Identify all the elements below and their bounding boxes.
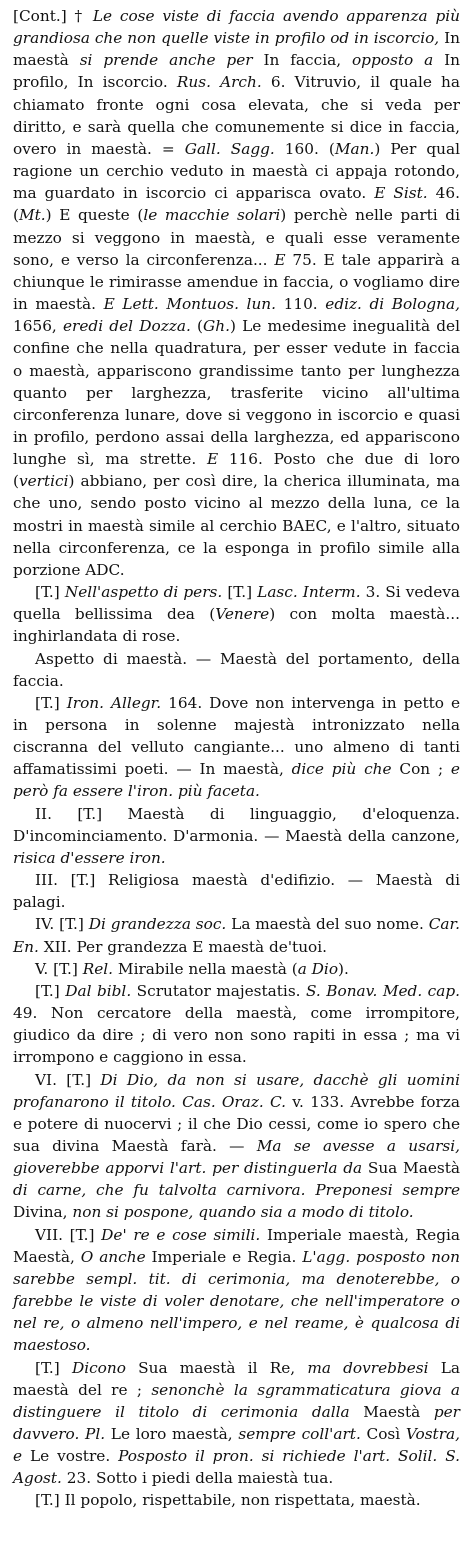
italic-text: di carne, che fu talvolta carnivora. Preponesi sempre: [13, 1181, 460, 1200]
body-text: II. [T.] Maestà di linguaggio, d'eloquenza. D'incominciamento. D'armonia. — Maestà della canzone,: [13, 804, 460, 845]
body-text: Le loro maestà,: [105, 1425, 239, 1443]
italic-text: Car. En.: [13, 915, 461, 956]
body-text: In faccia,: [252, 51, 352, 70]
body-text: 6. Vitruvio, il quale ha chiamato fronte ogni cosa elevata, che si veda per diritto, e sarà quella che comunemente si dice in faccia, overo in maestà. =: [13, 73, 460, 158]
italic-text: Posposto il pron. si richiede l'art. Solil. S. Agost.: [13, 1447, 461, 1488]
body-text: [T.] Il popolo, rispettabile, non rispettata, maestà.: [35, 1491, 421, 1510]
body-text: 116. Posto che due di loro (: [13, 450, 460, 491]
body-text: Sua Maestà: [362, 1159, 460, 1178]
entry-paragraph: [13, 869, 460, 913]
italic-text: non si pospone, quando sia a modo di titolo.: [72, 1203, 414, 1222]
body-text: Imperiale e Regia.: [145, 1247, 303, 1266]
body-text: [T.]: [35, 693, 67, 712]
italic-text: dice più che: [291, 760, 392, 779]
entry-paragraph: [13, 958, 460, 980]
italic-text: per davvero. Pl.: [13, 1402, 460, 1443]
body-text: 23. Sotto i piedi della maiestà tua.: [61, 1469, 334, 1488]
body-text: VI. [T.]: [35, 1070, 101, 1089]
body-text: Imperiale maestà, Regia Maestà,: [13, 1225, 461, 1266]
italic-text: a Dio: [297, 959, 339, 978]
italic-text: Mt.: [18, 206, 46, 225]
entry-paragraph: [13, 692, 460, 803]
body-text: 1656,: [13, 317, 63, 336]
body-text: [T.]: [35, 583, 65, 602]
body-text: ) abbiano, per così dire, la cherica illuminata, ma che uno, sendo posto vicino al mezzo della luna, ce la mostri in maestà simile al cerchio BAEC, e l'altro, situato nella circonferenza, ce la esponga in profilo simile alla porzione ADC.: [13, 472, 460, 579]
italic-text: Dicono: [71, 1358, 126, 1377]
body-text: III. [T.] Religiosa maestà d'edifizio. — Maestà di palagi.: [13, 871, 460, 912]
entry-paragraph: [13, 1069, 460, 1224]
italic-text: Di grandezza soc.: [88, 915, 227, 934]
italic-text: E Sist.: [374, 184, 428, 203]
body-text: Scrutator majestatis.: [131, 981, 306, 1000]
italic-text: E Lett. Montuos. lun.: [103, 295, 277, 314]
body-text: ) E queste (: [45, 206, 144, 225]
italic-text: ediz. di Bologna,: [325, 295, 460, 314]
italic-text: Ma se avesse a usarsi, gioverebbe apporvi l'art. per distinguerla da: [13, 1136, 461, 1178]
body-text: 49. Non cercatore della maestà, come irrompitore, giudico da dire ; di vero non sono rapiti in essa ; ma vi irrompono e caggiono in essa.: [13, 1004, 460, 1067]
body-text: ) perchè nelle parti di mezzo si veggono in maestà, e quali esse veramente sono, e verso la circonferenza...: [13, 206, 460, 269]
entry-paragraph: [13, 913, 460, 957]
body-text: Sua maestà il Re,: [125, 1358, 308, 1377]
body-text: Maestà: [349, 1402, 434, 1421]
entry-paragraph: [13, 581, 460, 647]
body-text: Mirabile nella maestà (: [113, 959, 298, 978]
italic-text: E: [274, 250, 286, 269]
body-text: V. [T.]: [35, 959, 83, 978]
body-text: 164. Dove non intervenga in petto e in persona in solenne majestà intronizzato nella ciscranna del velluto cangiante... uno almeno di tanti affamatissimi poeti. — In maestà,: [13, 693, 460, 779]
italic-text: Venere: [215, 605, 270, 624]
italic-text: risica d'essere iron.: [13, 848, 166, 867]
entry-paragraph: [13, 648, 460, 692]
body-text: VII. [T.]: [35, 1225, 102, 1244]
italic-text: Gall. Sagg.: [184, 139, 275, 158]
body-text: In profilo, In iscorcio.: [13, 51, 460, 92]
italic-text: opposto a: [351, 51, 434, 70]
body-text: [T.]: [222, 583, 258, 602]
body-text: Con ;: [391, 760, 451, 779]
entry-paragraph: [13, 1224, 460, 1357]
body-text: ) Per qual ragione un cerchio veduto in maestà ci appaja rotondo, ma guardato in iscorcio ci apparisca ovato.: [13, 139, 460, 203]
italic-text: si prende anche per: [79, 51, 253, 70]
italic-text: Man.: [334, 139, 375, 158]
body-text: 75. E tale apparirà a chiunque le rimirasse amendue in faccia, o vogliamo dire in maestà.: [13, 250, 460, 314]
italic-text: E: [206, 450, 219, 469]
italic-text: Di Dio, da non si usare, dacchè gli uomini profanarono il titolo.: [13, 1070, 460, 1111]
italic-text: eredi del Dozza.: [63, 317, 191, 336]
italic-text: ma dovrebbesi: [307, 1358, 429, 1377]
italic-text: Le cose viste di faccia avendo apparenza più grandiosa che non quelle viste in profilo od in iscorcio,: [13, 7, 460, 48]
body-text: La maestà del suo nome.: [226, 915, 429, 934]
entry-paragraph: [13, 1357, 460, 1490]
body-text: ) Le medesime inegualità del confine che nella quadratura, per esser vedute in faccia o maestà, appariscono grandissime tanto per lunghezza quanto per larghezza, trasferite vicino all'ultima circonferenza lunare, dove si veggono in iscorcio e quasi in profilo, perdono assai della larghezza, ed appariscono lunghe sì, ma strette.: [13, 317, 461, 469]
italic-text: Gh.: [203, 317, 230, 336]
italic-text: S. Bonav. Med. cap.: [306, 981, 460, 1000]
italic-text: sempre coll'art.: [238, 1425, 361, 1443]
body-text: (: [190, 317, 204, 336]
body-text: 160. (: [274, 139, 335, 158]
body-text: XII. Per grandezza E maestà de'tuoi.: [38, 937, 328, 956]
body-text: [Cont.] †: [13, 7, 93, 25]
italic-text: L'agg. posposto non sarebbe sempl. tit. di cerimonia, ma denoterebbe, o farebbe le viste di voler denotare, che nell'imperatore o nel re, o almeno nell'impero, e nel reame, è qualcosa di maestoso.: [13, 1247, 460, 1355]
body-text: Le vostre.: [22, 1447, 119, 1466]
body-text: 46. (: [13, 184, 460, 225]
body-text: ) con molta maestà... inghirlandata di rose.: [13, 605, 460, 646]
italic-text: senonchè la sgrammaticatura giova a distinguere il titolo di cerimonia dalla: [13, 1380, 460, 1421]
body-text: Così: [360, 1425, 406, 1443]
italic-text: Cas. Oraz. C.: [182, 1092, 286, 1111]
entry-paragraph: [13, 1489, 460, 1511]
italic-text: O anche: [80, 1247, 146, 1266]
italic-text: Rel.: [82, 959, 114, 978]
body-text: v. 133. Avrebbe forza e potere di nuocervi ; il che Dio cessi, come io spero che sua divina Maestà farà. —: [13, 1092, 460, 1155]
body-text: La maestà del re ;: [13, 1358, 460, 1399]
entry-paragraph: [13, 5, 460, 581]
dictionary-entry-maesta: [13, 5, 460, 1512]
italic-text: Nell'aspetto di pers.: [64, 583, 223, 602]
italic-text: Vostra, e: [13, 1425, 460, 1466]
body-text: 3. Si vedeva quella bellissima dea (: [13, 583, 461, 624]
italic-text: Rus. Arch.: [176, 73, 262, 92]
italic-text: le macchie solari: [143, 206, 281, 225]
entry-paragraph: [13, 980, 460, 1069]
body-text: Aspetto di maestà. — Maestà del portamento, della faccia.: [13, 649, 460, 690]
italic-text: vertici: [18, 472, 69, 491]
italic-text: Lasc. Interm.: [257, 583, 361, 602]
italic-text: Iron. Allegr.: [66, 693, 162, 712]
entry-paragraph: [13, 803, 460, 869]
body-text: In maestà: [13, 29, 460, 70]
italic-text: Dal bibl.: [65, 981, 132, 1000]
body-text: [T.]: [35, 981, 66, 1000]
italic-text: De' re e cose simili.: [101, 1225, 261, 1244]
body-text: Divina,: [13, 1203, 73, 1222]
body-text: ).: [338, 959, 349, 978]
body-text: 110.: [276, 295, 326, 314]
body-text: [T.]: [35, 1358, 72, 1377]
italic-text: e però fa essere l'iron. più faceta.: [13, 760, 460, 801]
body-text: IV. [T.]: [35, 915, 89, 934]
